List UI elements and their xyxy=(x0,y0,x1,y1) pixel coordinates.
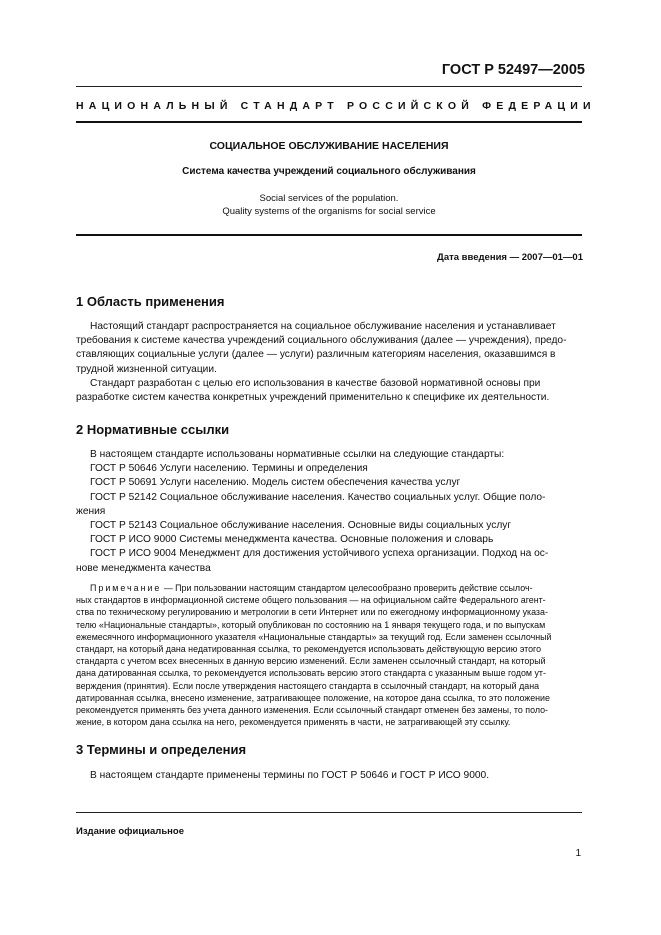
note-line: верждения (принятия). Если после утверждения настоящего стандарта в ссылочный стандарт, на который дана xyxy=(76,680,540,691)
note-line: дана датированная ссылка, то рекомендуется использовать версию этого стандарта с указанным выше годом ут- xyxy=(76,668,546,679)
note-line: ных стандартов в информационной системе общего пользования — на официальном сайте Федерального агент- xyxy=(76,595,546,606)
section-3-heading: 3 Термины и определения xyxy=(76,742,247,757)
reference-item-continued: жения xyxy=(76,505,106,517)
reference-item: ГОСТ Р 52143 Социальное обслуживание населения. Основные виды социальных услуг xyxy=(90,520,512,532)
reference-item: ГОСТ Р ИСО 9004 Менеджмент для достижения устойчивого успеха организации. Подход на ос- xyxy=(90,548,549,560)
introduction-date: Дата введения — 2007—01—01 xyxy=(437,252,583,263)
reference-item: ГОСТ Р 50646 Услуги населению. Термины и определения xyxy=(90,463,368,475)
reference-item: ГОСТ Р 52142 Социальное обслуживание населения. Качество социальных услуг. Общие поло- xyxy=(90,491,546,503)
section-2-references xyxy=(76,448,582,576)
note-label: Примечание xyxy=(90,583,162,593)
gost-number: ГОСТ Р 52497—2005 xyxy=(441,62,585,78)
note-text: — При пользовании настоящим стандартом целесообразно проверить действие ссылоч- xyxy=(161,583,533,593)
note-line: телю «Национальные стандарты», который опубликован по состоянию на 1 января текущего года, и по выпускам xyxy=(76,619,546,630)
document-subtitle: Система качества учреждений социального обслуживания xyxy=(182,166,476,177)
note-line: ства по техническому регулированию и метрологии в сети Интернет или по ежегодному информационному указа- xyxy=(76,607,548,618)
national-rule xyxy=(76,121,582,123)
reference-item: ГОСТ Р ИСО 9000 Системы менеджмента качества. Основные положения и словарь xyxy=(90,534,494,546)
note-line: стандарта с учетом всех внесенных в данную версию изменений. Если заменен ссылочный стандарт, на который xyxy=(76,656,546,667)
reference-item-continued: нове менеджмента качества xyxy=(76,562,211,574)
note-line: стандарт, на который дана недатированная ссылка, то рекомендуется использовать действующую версию этого xyxy=(76,644,542,655)
reference-item: ГОСТ Р 50691 Услуги населению. Модель систем обеспечения качества услуг xyxy=(90,477,461,489)
section-1-paragraph xyxy=(76,320,582,405)
text-line: требования к системе качества учреждений социального обслуживания (далее — учреждения), предо- xyxy=(76,335,567,347)
text-line: В настоящем стандарте применены термины по ГОСТ Р 50646 и ГОСТ Р ИСО 9000. xyxy=(90,770,490,781)
section-2-heading: 2 Нормативные ссылки xyxy=(76,422,230,437)
national-standard-heading: НАЦИОНАЛЬНЫЙ СТАНДАРТ РОССИЙСКОЙ ФЕДЕРАЦИИ xyxy=(76,100,596,112)
header-rule xyxy=(76,86,582,87)
english-title-line: Social services of the population. xyxy=(259,193,399,204)
english-title xyxy=(76,192,582,218)
text-line: разработке систем качества конкретных учреждений применительно к специфике их деятельности. xyxy=(76,392,550,404)
note-line: датированная ссылка, внесено изменение, затрагивающее положение, на которое дана ссылка, то это положение xyxy=(76,692,550,703)
text-line: трудной жизненной ситуации. xyxy=(76,363,217,375)
page-number: 1 xyxy=(575,848,581,859)
note-line: ежемесячного информационного указателя «Национальные стандарты» за текущий год. Если заменен ссылочный xyxy=(76,631,552,642)
note-block xyxy=(76,582,582,728)
edition-label: Издание официальное xyxy=(76,826,184,837)
text-line: В настоящем стандарте использованы нормативные ссылки на следующие стандарты: xyxy=(90,449,505,460)
text-line: Стандарт разработан с целью его использования в качестве базовой нормативной основы при xyxy=(90,377,541,389)
text-line: Настоящий стандарт распространяется на социальное обслуживание населения и устанавливает xyxy=(90,321,556,332)
title-rule xyxy=(76,234,582,236)
section-3-paragraph xyxy=(76,769,582,783)
document-title: СОЦИАЛЬНОЕ ОБСЛУЖИВАНИЕ НАСЕЛЕНИЯ xyxy=(209,140,449,152)
section-1-heading: 1 Область применения xyxy=(76,294,225,309)
note-line: рекомендуется применять без учета данного изменения. Если ссылочный стандарт отменен без замены, то поло- xyxy=(76,705,549,716)
footer-rule xyxy=(76,812,582,813)
note-line: жение, в котором дана ссылка на него, рекомендуется применять в части, не затрагивающей эту ссылку. xyxy=(76,717,511,728)
english-title-line: Quality systems of the organisms for social service xyxy=(222,206,436,217)
note-first-line xyxy=(76,582,582,594)
text-line: ставляющих социальные услуги (далее — услуги) различным категориям населения, оказавшимся в xyxy=(76,349,556,361)
